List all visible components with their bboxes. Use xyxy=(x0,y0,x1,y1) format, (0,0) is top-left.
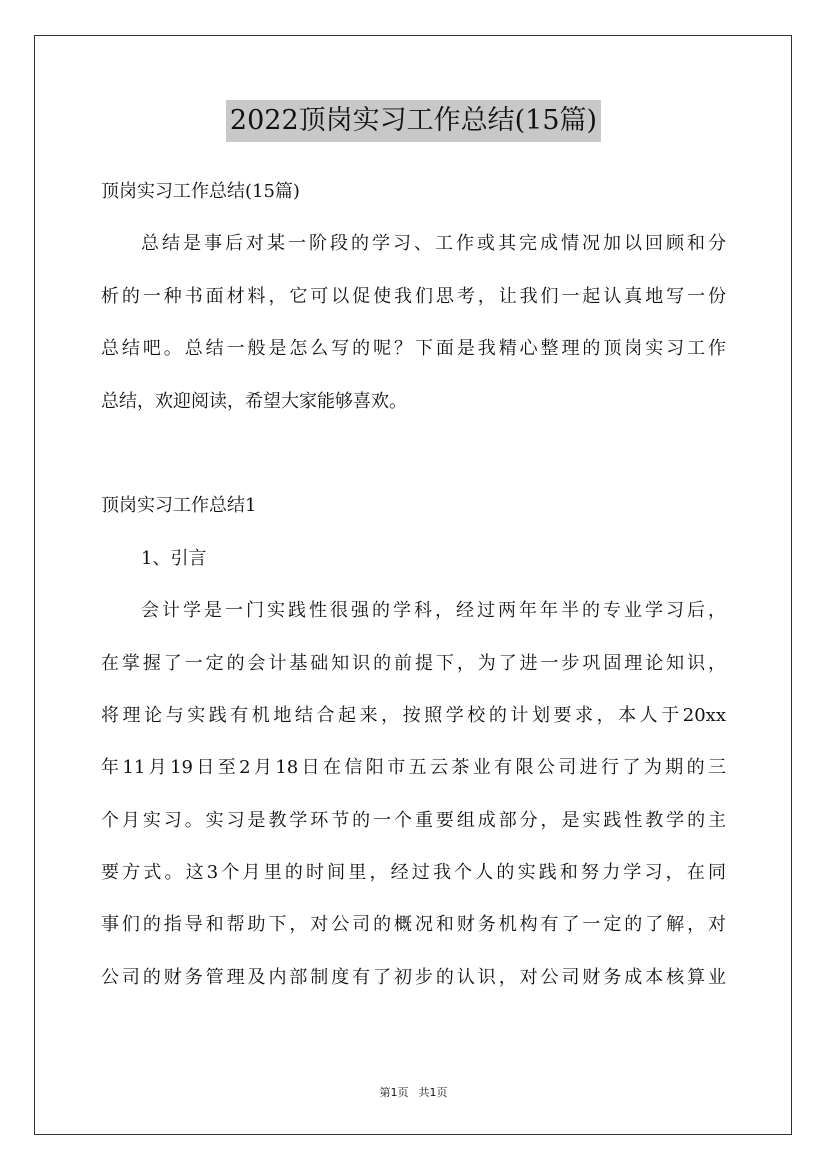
intro-line: 总结是事后对某一阶段的学习、工作或其完成情况加以回顾和分 xyxy=(141,233,726,255)
body-line: 将理论与实践有机地结合起来，按照学校的计划要求，本人于20xx xyxy=(101,704,726,726)
intro-line: 总结吧。总结一般是怎么写的呢？下面是我精心整理的顶岗实习工作 xyxy=(101,338,726,360)
document-subtitle: 顶岗实习工作总结(15篇) xyxy=(101,181,300,202)
section-heading: 1、引言 xyxy=(141,547,207,569)
body-line: 会计学是一门实践性很强的学科，经过两年年半的专业学习后， xyxy=(141,600,726,622)
page-total: 共1页 xyxy=(418,1086,448,1099)
title-container xyxy=(0,100,827,142)
body-line: 事们的指导和帮助下，对公司的概况和财务机构有了一定的了解，对 xyxy=(101,914,726,936)
intro-line: 析的一种书面材料，它可以促使我们思考，让我们一起认真地写一份 xyxy=(101,285,726,307)
body-line: 年11月19日至2月18日在信阳市五云茶业有限公司进行了为期的三 xyxy=(101,757,726,779)
body-line: 要方式。这3个月里的时间里，经过我个人的实践和努力学习，在同 xyxy=(101,862,726,884)
body-line: 个月实习。实习是教学环节的一个重要组成部分，是实践性教学的主 xyxy=(101,809,726,831)
intro-line: 总结，欢迎阅读，希望大家能够喜欢。 xyxy=(101,390,407,412)
page-number: 第1页 xyxy=(379,1086,409,1099)
document-title: 2022顶岗实习工作总结(15篇) xyxy=(226,100,601,142)
document-body xyxy=(101,166,726,1004)
section-title: 顶岗实习工作总结1 xyxy=(101,495,257,517)
page-footer xyxy=(0,1084,827,1100)
blank-line xyxy=(101,428,726,480)
body-line: 在掌握了一定的会计基础知识的前提下，为了进一步巩固理论知识， xyxy=(101,652,726,674)
body-line: 公司的财务管理及内部制度有了初步的认识，对公司财务成本核算业 xyxy=(101,966,726,988)
